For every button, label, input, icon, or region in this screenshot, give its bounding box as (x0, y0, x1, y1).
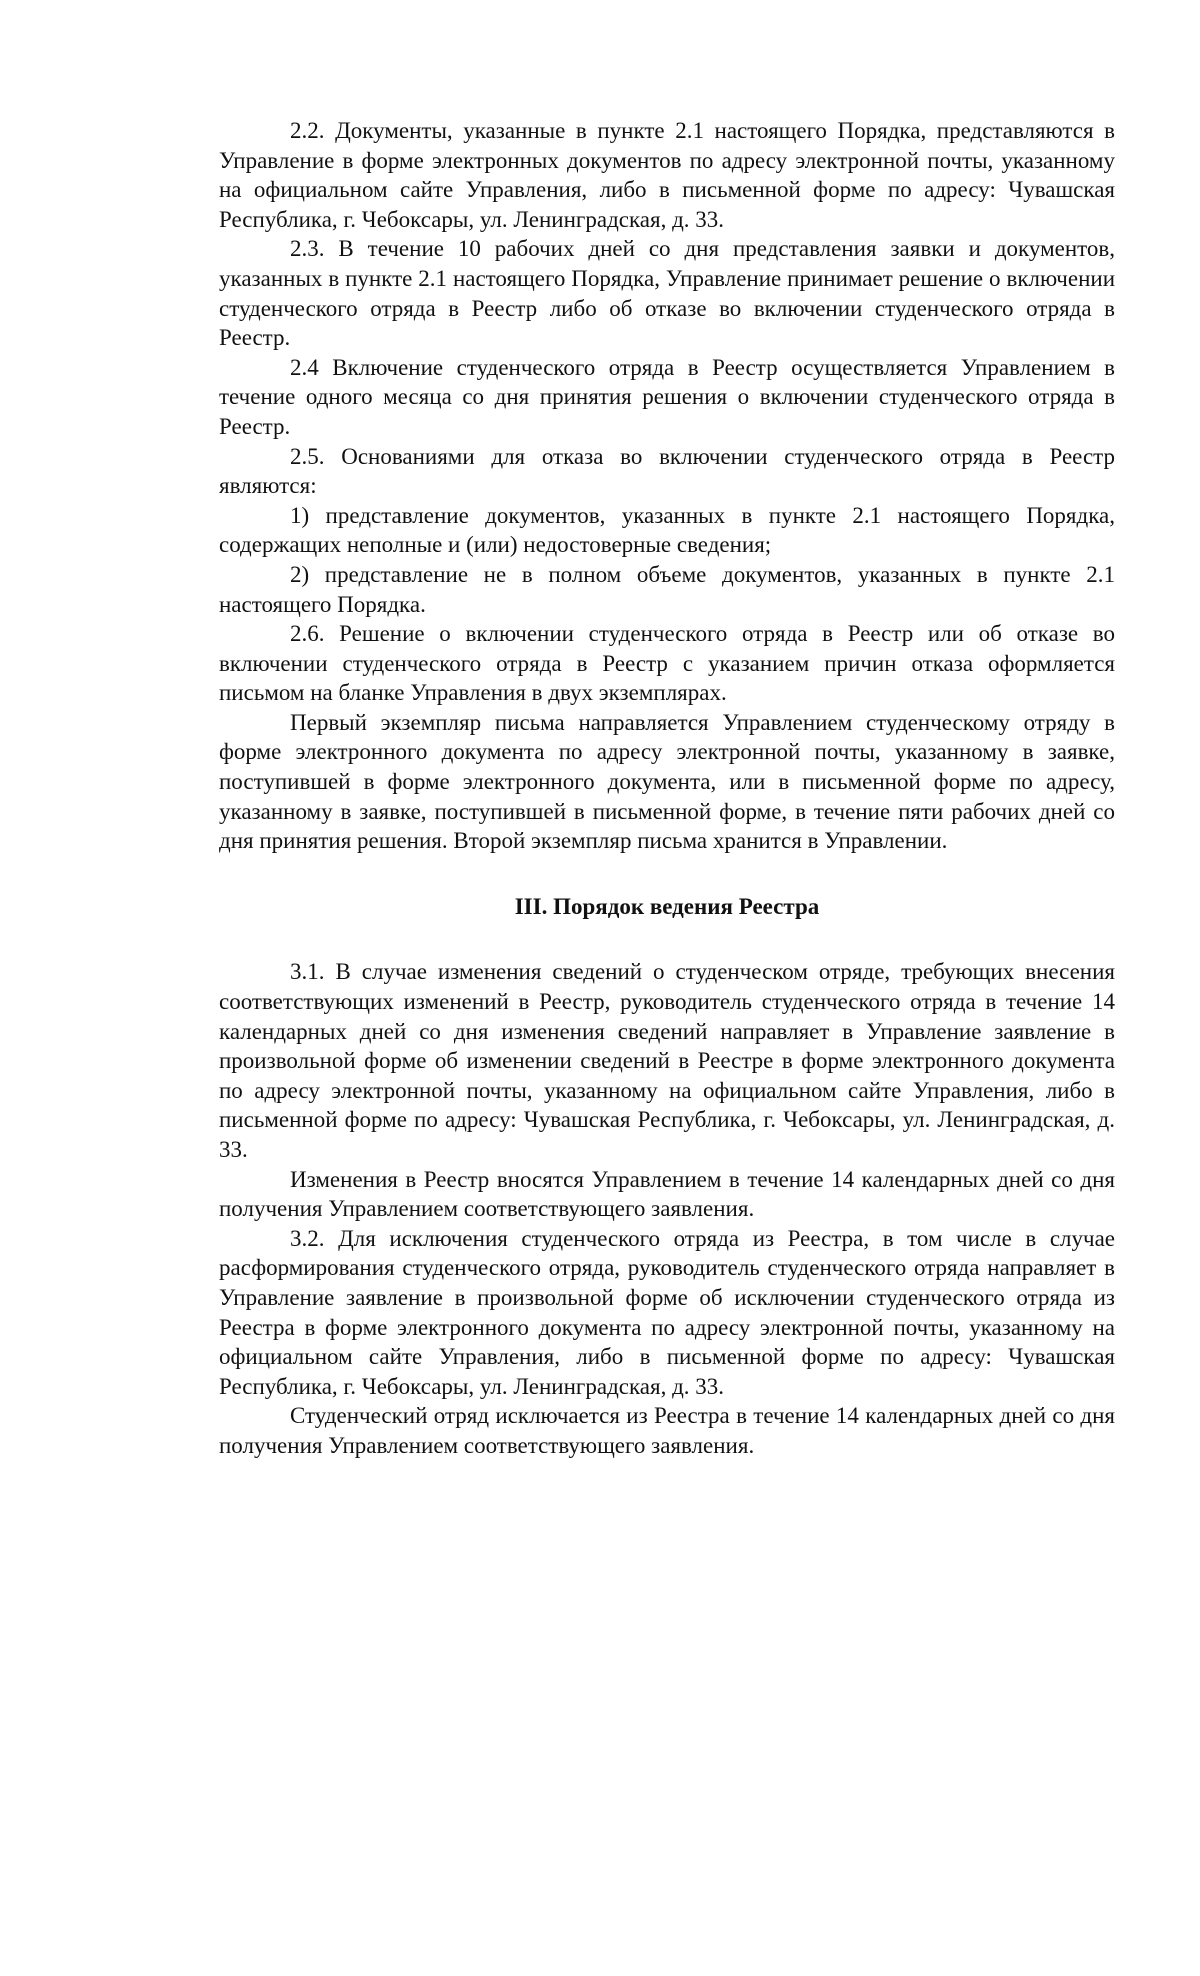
paragraph-2-5: 2.5. Основаниями для отказа во включении студенческого отряда в Реестр являются: (219, 443, 1115, 499)
paragraph-2-2: 2.2. Документы, указанные в пункте 2.1 настоящего Порядка, представляются в Управление в форме электронных документов по адресу электронной почты, указанному на официальном сайте Управления, либо в письменной форме по адресу: Чувашская Республика, г. Чебоксары, ул. Ленинградская, д. 33. (219, 118, 1115, 232)
paragraph-2-6: 2.6. Решение о включении студенческого отряда в Реестр или об отказе во включении студенческого отряда в Реестр с указанием причин отказа оформляется письмом на бланке Управления в двух экземплярах. (219, 621, 1115, 706)
paragraph-3-2: 3.2. Для исключения студенческого отряда из Реестра, в том числе в случае расформирования студенческого отряда, руководитель студенческого отряда направляет в Управление заявление в произвольной форме об исключении студенческого отряда из Реестра в форме электронного документа по адресу электронной почты, указанному на официальном сайте Управления, либо в письменной форме по адресу: Чувашская Республика, г. Чебоксары, ул. Ленинградская, д. 33. (219, 1225, 1115, 1399)
paragraph-3-1: 3.1. В случае изменения сведений о студенческом отряде, требующих внесения соответствующих изменений в Реестр, руководитель студенческого отряда в течение 14 календарных дней со дня изменения сведений направляет в Управление заявление в произвольной форме об изменении сведений в Реестре в форме электронного документа по адресу электронной почты, указанному на официальном сайте Управления, либо в письменной форме по адресу: Чувашская Республика, г. Чебоксары, ул. Ленинградская, д. 33. (219, 959, 1115, 1162)
paragraph-2-3: 2.3. В течение 10 рабочих дней со дня представления заявки и документов, указанных в пункте 2.1 настоящего Порядка, Управление принимает решение о включении студенческого отряда в Реестр либо об отказе во включении студенческого отряда в Реестр. (219, 236, 1115, 351)
paragraph-3-2-continued: Студенческий отряд исключается из Реестра в течение 14 календарных дней со дня получения Управлением соответствующего заявления. (219, 1403, 1115, 1458)
paragraph-3-1-continued: Изменения в Реестр вносятся Управлением в течение 14 календарных дней со дня получения Управлением соответствующего заявления. (219, 1166, 1115, 1222)
paragraph-2-5-item-1: 1) представление документов, указанных в пункте 2.1 настоящего Порядка, содержащих неполные и (или) недостоверные сведения; (219, 502, 1115, 558)
section-heading: III. Порядок ведения Реестра (514, 893, 820, 919)
document-body (219, 116, 1115, 1461)
paragraph-2-4: 2.4 Включение студенческого отряда в Реестр осуществляется Управлением в течение одного месяца со дня принятия решения о включении студенческого отряда в Реестр. (219, 354, 1115, 439)
paragraph-2-5-item-2: 2) представление не в полном объеме документов, указанных в пункте 2.1 настоящего Порядка. (219, 561, 1115, 617)
paragraph-2-6-continued: Первый экземпляр письма направляется Управлением студенческому отряду в форме электронного документа по адресу электронной почты, указанному в заявке, поступившей в форме электронного документа, или в письменной форме по адресу, указанному в заявке, поступившей в письменной форме, в течение пяти рабочих дней со дня принятия решения. Второй экземпляр письма хранится в Управлении. (219, 709, 1115, 854)
